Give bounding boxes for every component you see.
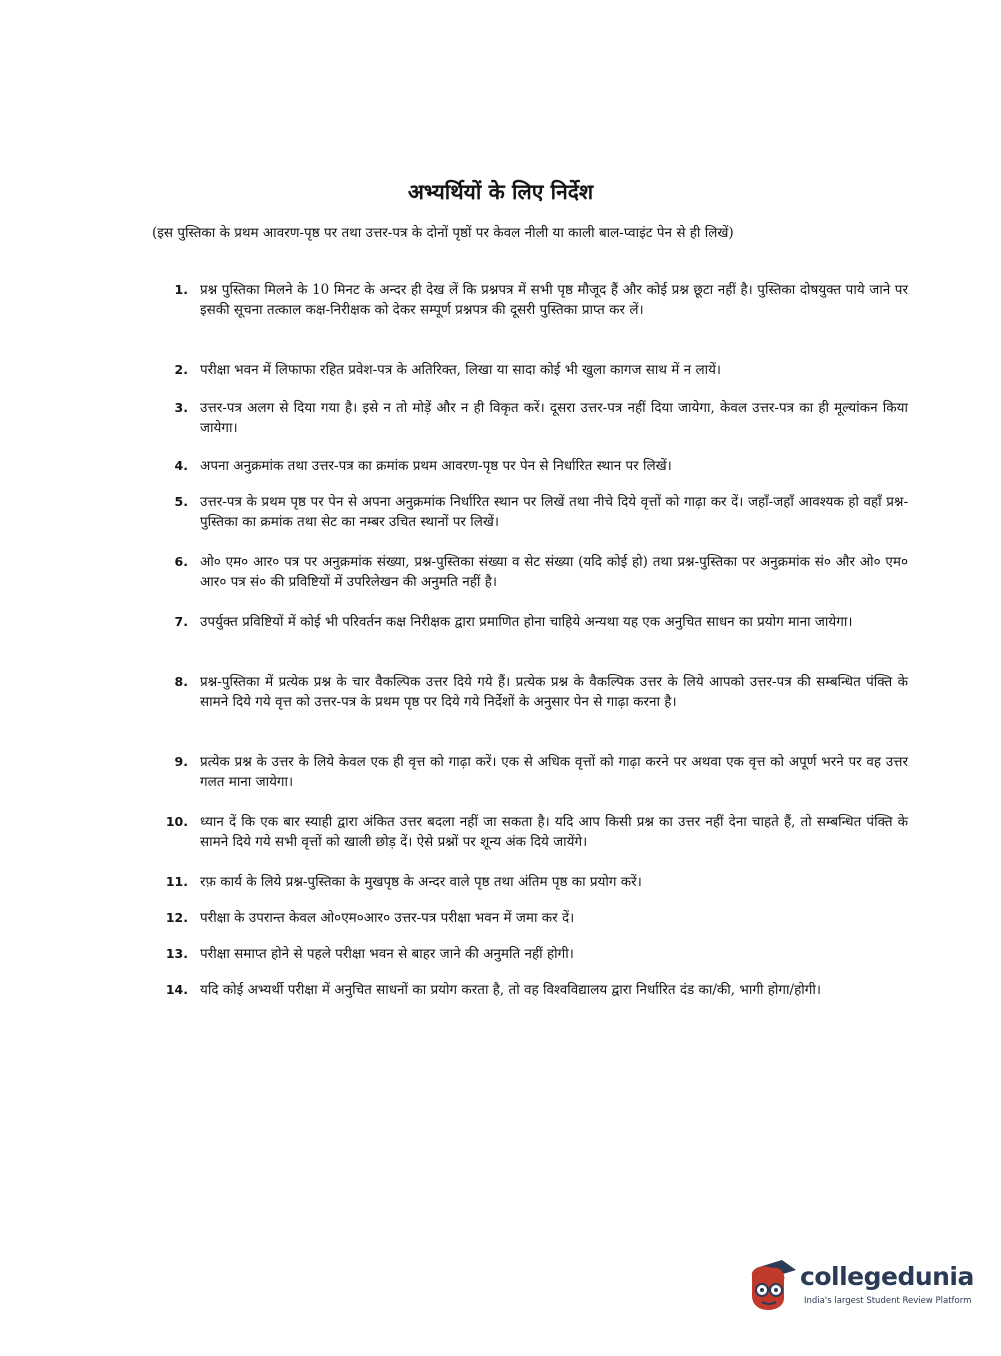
item-number: 12. [165, 910, 188, 925]
instruction-item [148, 980, 908, 1000]
page-title: अभ्यर्थियों के लिए निर्देश [407, 179, 594, 204]
instruction-item [148, 752, 908, 792]
item-text: प्रत्येक प्रश्न के उत्तर के लिये केवल एक ही वृत्त को गाढ़ा करें। एक से अधिक वृत्तों को गाढ़ा करने पर अथवा एक वृत्त को अपूर्ण भरने पर वह उत्तर गलत माना जायेगा। [200, 754, 908, 790]
item-text: रफ़ कार्य के लिये प्रश्न-पुस्तिका के मुखपृष्ठ के अन्दर वाले पृष्ठ तथा अंतिम पृष्ठ का प्रयोग करें। [200, 874, 642, 890]
instruction-item [148, 360, 908, 380]
item-number: 1. [174, 282, 188, 297]
item-text: परीक्षा के उपरान्त केवल ओ०एम०आर० उत्तर-पत्र परीक्षा भवन में जमा कर दें। [200, 910, 575, 926]
item-number: 10. [165, 814, 188, 829]
logo-name: collegedunia [800, 1262, 974, 1291]
item-text: प्रश्न-पुस्तिका में प्रत्येक प्रश्न के चार वैकल्पिक उत्तर दिये गये हैं। प्रत्येक प्रश्न के वैकल्पिक उत्तर के लिये आपको उत्तर-पत्र की सम्बन्धित पंक्ति के सामने दिये गये वृत्त को उत्तर-पत्र के प्रथम पृष्ठ पर दिये गये निर्देशों के अनुसार पेन से गाढ़ा करना है। [200, 674, 908, 710]
item-number: 7. [174, 614, 188, 629]
collegedunia-logo [742, 1254, 972, 1314]
item-number: 13. [165, 946, 188, 961]
item-text: परीक्षा भवन में लिफाफा रहित प्रवेश-पत्र के अतिरिक्त, लिखा या सादा कोई भी खुला कागज साथ में न लायें। [200, 362, 722, 378]
instructions-intro: (इस पुस्तिका के प्रथम आवरण-पृष्ठ पर तथा उत्तर-पत्र के दोनों पृष्ठों पर केवल नीली या काली बाल-प्वाइंट पेन से ही लिखें) [152, 225, 734, 241]
instruction-item [148, 672, 908, 712]
instruction-item [148, 398, 908, 438]
item-text: ध्यान दें कि एक बार स्याही द्वारा अंकित उत्तर बदला नहीं जा सकता है। यदि आप किसी प्रश्न का उत्तर नहीं देना चाहते हैं, तो सम्बन्धित पंक्ति के सामने दिये गये सभी वृत्तों को खाली छोड़ दें। ऐसे प्रश्नों पर शून्य अंक दिये जायेंगे। [200, 814, 908, 850]
mascot-icon [742, 1258, 798, 1310]
item-number: 2. [174, 362, 188, 377]
logo-tagline: India's largest Student Review Platform [804, 1296, 972, 1306]
item-number: 11. [165, 874, 188, 889]
item-text: अपना अनुक्रमांक तथा उत्तर-पत्र का क्रमांक प्रथम आवरण-पृष्ठ पर पेन से निर्धारित स्थान पर लिखें। [200, 458, 672, 474]
item-text: उत्तर-पत्र अलग से दिया गया है। इसे न तो मोड़ें और न ही विकृत करें। दूसरा उत्तर-पत्र नहीं दिया जायेगा, केवल उत्तर-पत्र का ही मूल्यांकन किया जायेगा। [200, 400, 908, 436]
item-number: 5. [174, 494, 188, 509]
item-number: 4. [174, 458, 188, 473]
instruction-item [148, 944, 908, 964]
item-text: उत्तर-पत्र के प्रथम पृष्ठ पर पेन से अपना अनुक्रमांक निर्धारित स्थान पर लिखें तथा नीचे दिये वृत्तों को गाढ़ा कर दें। जहाँ-जहाँ आवश्यक हो वहाँ प्रश्न-पुस्तिका का क्रमांक तथा सेट का नम्बर उचित स्थानों पर लिखें। [200, 494, 908, 530]
item-number: 6. [174, 554, 188, 569]
item-number: 14. [165, 982, 188, 997]
instruction-item [148, 812, 908, 852]
item-number: 9. [174, 754, 188, 769]
instruction-item [148, 908, 908, 928]
item-text: यदि कोई अभ्यर्थी परीक्षा में अनुचित साधनों का प्रयोग करता है, तो वह विश्वविद्यालय द्वारा निर्धारित दंड का/की, भागी होगा/होगी। [200, 982, 821, 998]
instruction-item [148, 492, 908, 532]
item-number: 3. [174, 400, 188, 415]
instruction-item [148, 280, 908, 320]
instruction-item [148, 612, 908, 632]
item-text: प्रश्न पुस्तिका मिलने के 10 मिनट के अन्दर ही देख लें कि प्रश्नपत्र में सभी पृष्ठ मौजूद हैं और कोई प्रश्न छूटा नहीं है। पुस्तिका दोषयुक्त पाये जाने पर इसकी सूचना तत्काल कक्ष-निरीक्षक को देकर सम्पूर्ण प्रश्नपत्र की दूसरी पुस्तिका प्राप्त कर लें। [200, 282, 908, 318]
instruction-item [148, 456, 908, 476]
instruction-item [148, 552, 908, 592]
item-text: ओ० एम० आर० पत्र पर अनुक्रमांक संख्या, प्रश्न-पुस्तिका संख्या व सेट संख्या (यदि कोई हो) तथा प्रश्न-पुस्तिका पर अनुक्रमांक सं० और ओ० एम० आर० पत्र सं० की प्रविष्टियों में उपरिलेखन की अनुमति नहीं है। [200, 554, 908, 590]
item-text: उपर्युक्त प्रविष्टियों में कोई भी परिवर्तन कक्ष निरीक्षक द्वारा प्रमाणित होना चाहिये अन्यथा यह एक अनुचित साधन का प्रयोग माना जायेगा। [200, 614, 853, 630]
item-number: 8. [174, 674, 188, 689]
instruction-item [148, 872, 908, 892]
item-text: परीक्षा समाप्त होने से पहले परीक्षा भवन से बाहर जाने की अनुमति नहीं होगी। [200, 946, 574, 962]
